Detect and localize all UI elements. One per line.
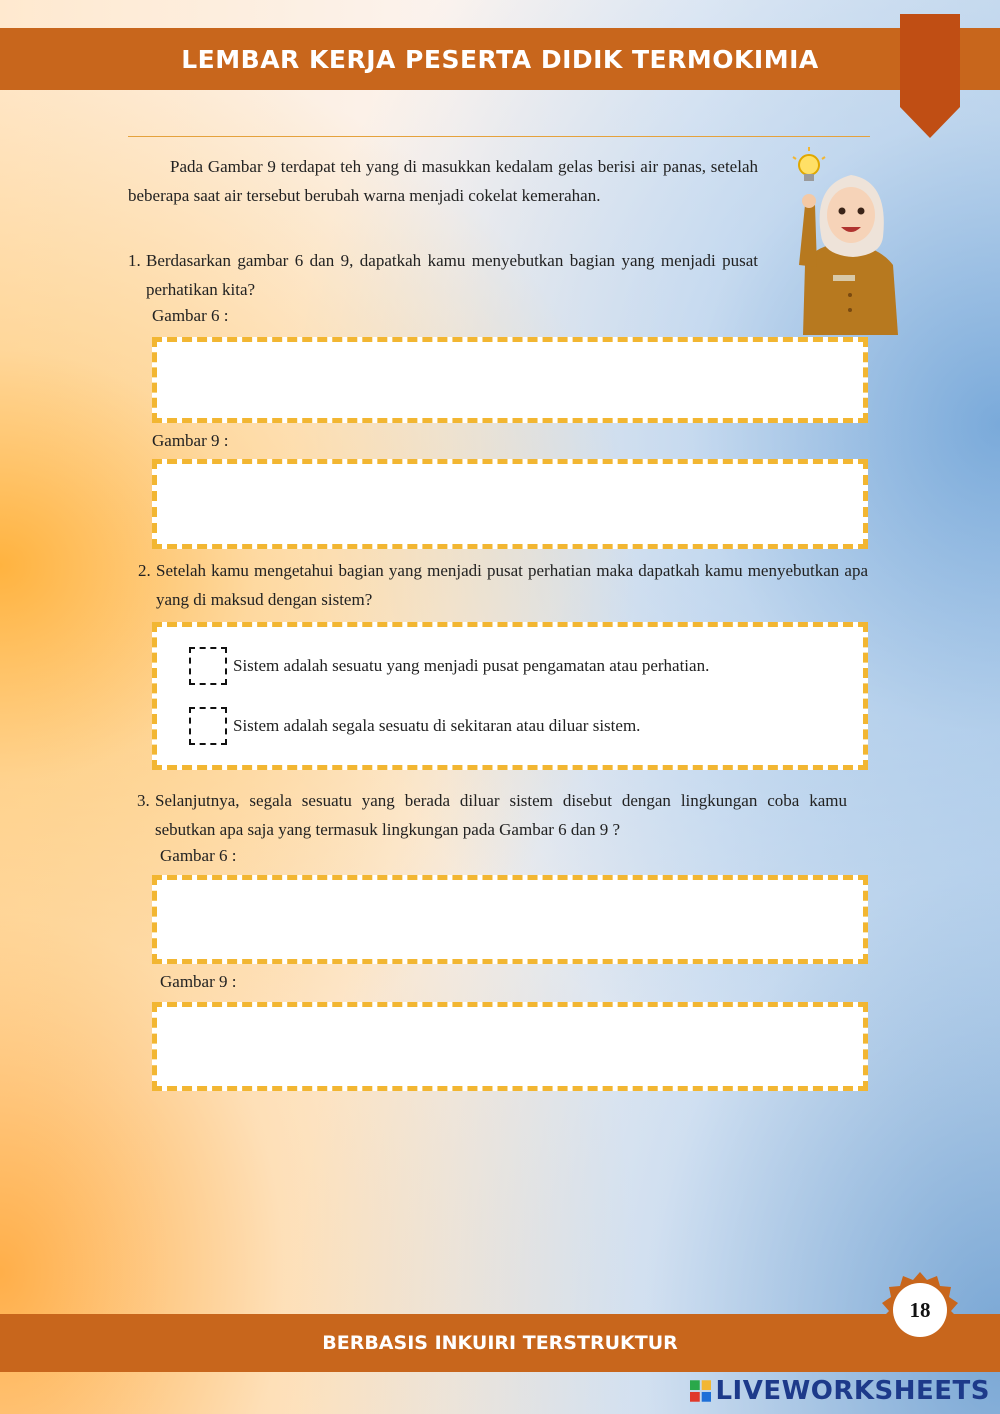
answer-box-q3-gambar-6[interactable]	[152, 875, 868, 964]
choice-box-q2	[152, 622, 868, 770]
question-3	[137, 786, 847, 844]
answer-box-q1-gambar-9[interactable]	[152, 459, 868, 549]
choice-option-2[interactable]	[189, 707, 640, 745]
watermark-text: LIVEWORKSHEETS	[715, 1376, 990, 1406]
checkbox[interactable]	[189, 647, 227, 685]
liveworksheets-logo-icon	[690, 1380, 711, 1402]
question-text: Setelah kamu mengetahui bagian yang menjadi pusat perhatian maka dapatkah kamu menyebutkan apa yang di maksud dengan sistem?	[156, 561, 868, 609]
page-title: LEMBAR KERJA PESERTA DIDIK TERMOKIMIA	[181, 45, 819, 74]
answer-box-q3-gambar-9[interactable]	[152, 1002, 868, 1091]
answer-box-q1-gambar-6[interactable]	[152, 337, 868, 423]
teacher-avatar	[783, 145, 913, 335]
question-number: 3.	[137, 791, 150, 810]
divider	[128, 136, 870, 137]
question-number: 1.	[128, 251, 141, 270]
lightbulb-icon	[793, 147, 825, 181]
question-text: Selanjutnya, segala sesuatu yang berada diluar sistem disebut dengan lingkungan coba kamu sebutkan apa saja yang termasuk lingkungan pada Gambar 6 dan 9 ?	[155, 791, 847, 839]
label-gambar-9: Gambar 9 :	[152, 431, 229, 450]
choice-label: Sistem adalah sesuatu yang menjadi pusat pengamatan atau perhatian.	[233, 656, 710, 675]
label-gambar-6: Gambar 6 :	[160, 846, 237, 865]
footer-title: BERBASIS INKUIRI TERSTRUKTUR	[322, 1332, 678, 1354]
intro-paragraph: Pada Gambar 9 terdapat teh yang di masukkan kedalam gelas berisi air panas, setelah beberapa saat air tersebut berubah warna menjadi cokelat kemerahan.	[128, 157, 758, 205]
label-gambar-9: Gambar 9 :	[160, 972, 237, 991]
question-2	[138, 556, 868, 614]
choice-option-1[interactable]	[189, 647, 709, 685]
liveworksheets-watermark	[690, 1376, 990, 1406]
question-1	[128, 246, 758, 304]
page-number: 18	[909, 1298, 931, 1322]
question-number: 2.	[138, 561, 151, 580]
choice-label: Sistem adalah segala sesuatu di sekitaran atau diluar sistem.	[233, 716, 641, 735]
checkbox[interactable]	[189, 707, 227, 745]
question-text: Berdasarkan gambar 6 dan 9, dapatkah kamu menyebutkan bagian yang menjadi pusat perhatikan kita?	[146, 251, 758, 299]
label-gambar-6: Gambar 6 :	[152, 306, 229, 325]
